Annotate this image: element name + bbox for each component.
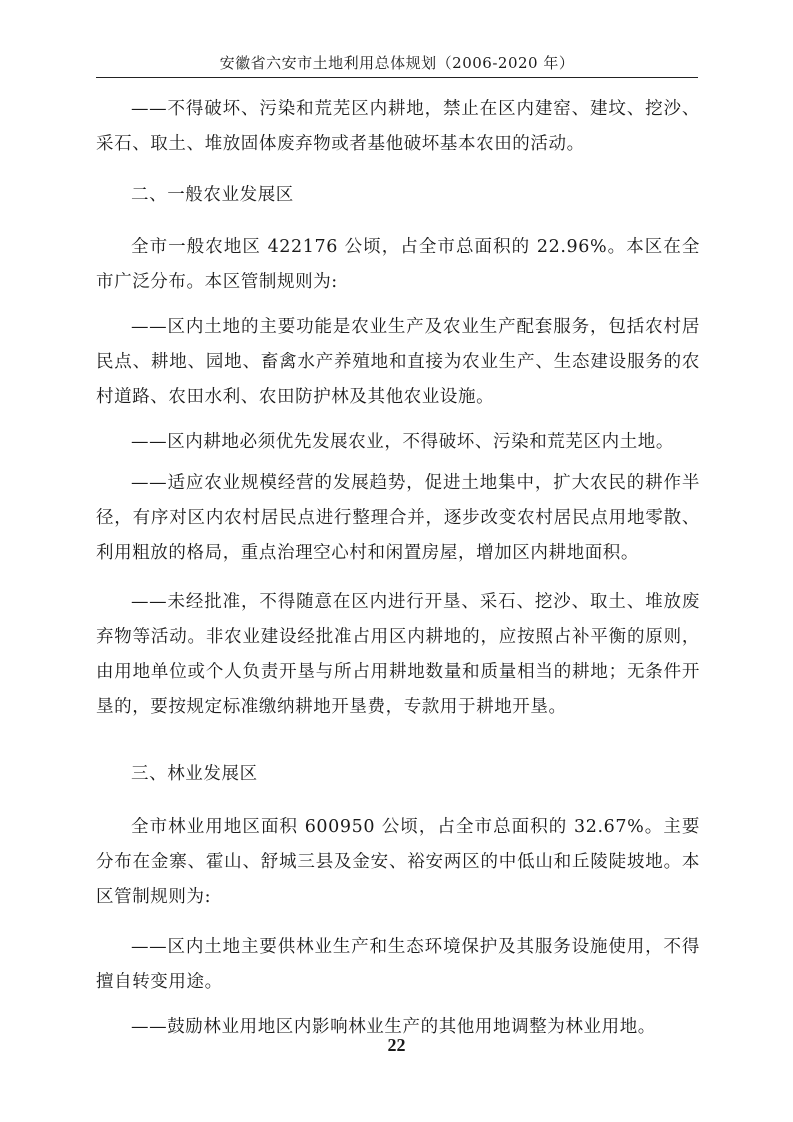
paragraph-forestry-area: 全市林业用地区面积 600950 公顷，占全市总面积的 32.67%。主要分布在金寨、霍山、舒城三县及金安、裕安两区的中低山和丘陵陡坡地。本区管制规则为: (96, 817, 700, 907)
paragraph-main-function: ——区内土地的主要功能是农业生产及农业生产配套服务，包括农村居民点、耕地、园地、畜禽水产养殖地和直接为农业生产、生态建设服务的农村道路、农田水利、农田防护林及其他农业设施。 (96, 317, 700, 407)
header-rule (96, 77, 698, 78)
section-heading-general-agriculture: 二、一般农业发展区 (131, 185, 294, 205)
paragraph-approval-requirement: ——未经批准，不得随意在区内进行开垦、采石、挖沙、取土、堆放废弃物等活动。非农业建设经批准占用区内耕地的，应按照占补平衡的原则，由用地单位或个人负责开垦与所占用耕地数量和质量相当的耕地；无条件开垦的，要按规定标准缴纳耕地开垦费，专款用于耕地开垦。 (96, 592, 700, 717)
paragraph-farmland-prohibition: ——不得破坏、污染和荒芜区内耕地，禁止在区内建窑、建坟、挖沙、采石、取土、堆放固体废弃物或者基他破坏基本农田的活动。 (96, 99, 700, 154)
paragraph-forestry-adjustment: ——鼓励林业用地区内影响林业生产的其他用地调整为林业用地。 (131, 1017, 656, 1037)
running-header: 安徽省六安市土地利用总体规划（2006-2020 年） (219, 54, 575, 72)
paragraph-priority-agriculture: ——区内耕地必须优先发展农业，不得破坏、污染和荒芜区内土地。 (131, 432, 674, 452)
page-number: 22 (387, 1035, 406, 1055)
paragraph-general-agriculture-area: 全市一般农地区 422176 公顷，占全市总面积的 22.96%。本区在全市广泛分布。本区管制规则为: (96, 237, 700, 292)
section-heading-forestry: 三、林业发展区 (131, 764, 258, 784)
paragraph-scale-operation: ——适应农业规模经营的发展趋势，促进土地集中，扩大农民的耕作半径，有序对区内农村居民点进行整理合并，逐步改变农村居民点用地零散、利用粗放的格局，重点治理空心村和闲置房屋，增加区内耕地面积。 (96, 473, 700, 563)
paragraph-forestry-usage: ——区内土地主要供林业生产和生态环境保护及其服务设施使用，不得擅自转变用途。 (96, 937, 700, 992)
